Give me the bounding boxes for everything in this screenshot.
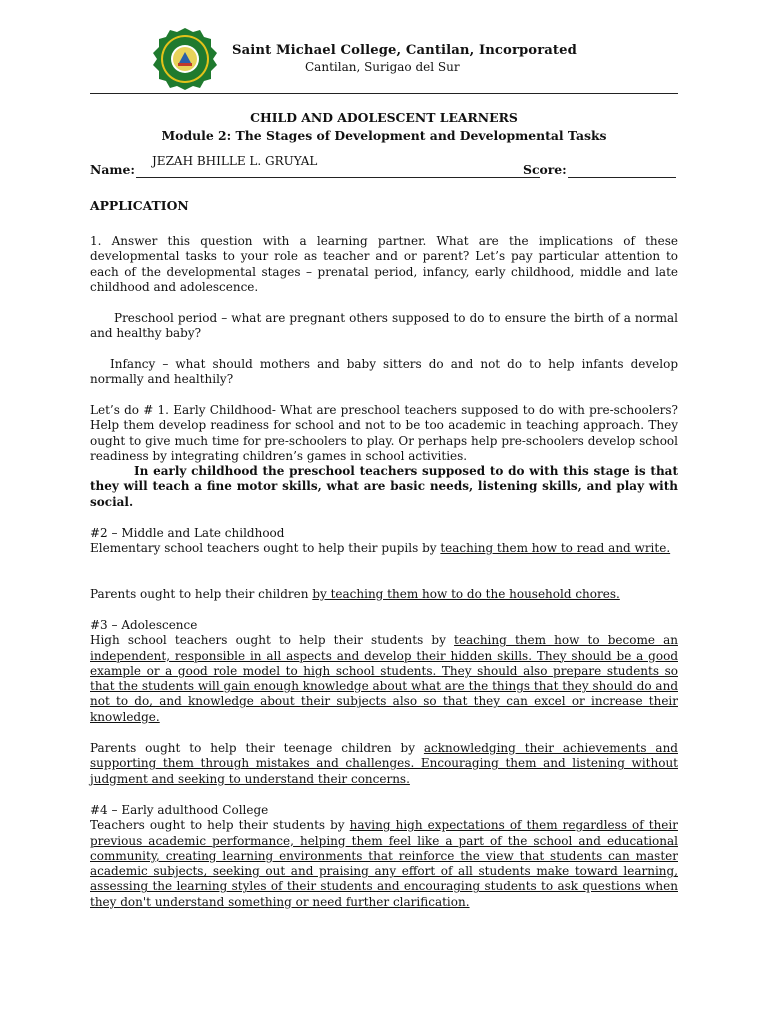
section-2-heading: #2 – Middle and Late childhood <box>90 526 285 540</box>
score-label: Score: <box>523 162 567 177</box>
early-childhood-answer: In early childhood the preschool teachers supposed to do with this stage is that they will teach a fine motor skills, what are basic needs, listening skills, and play with social. <box>90 464 678 509</box>
section-3 <box>90 618 678 725</box>
section-2-parent-answer: by teaching them how to do the household chores. <box>312 587 620 601</box>
name-label: Name: <box>90 162 135 177</box>
question-1: 1. Answer this question with a learning partner. What are the implications of these developmental tasks to your role as teacher and or parent? Let’s pay particular attention to each of the developmental stages – prenatal period, infancy, early childhood, middle and late childhood and adolescence. <box>90 234 678 294</box>
college-name: Saint Michael College, Cantilan, Incorporated <box>232 43 577 58</box>
college-seal-icon <box>145 27 225 91</box>
header-divider <box>90 93 678 94</box>
name-underline <box>136 177 540 178</box>
score-underline <box>568 177 676 178</box>
section-4 <box>90 803 678 910</box>
section-2-parent-prefix: Parents ought to help their children <box>90 587 313 601</box>
section-3-parent <box>90 741 678 787</box>
section-3-parent-answer: acknowledging their achievements and supporting them through mistakes and challenges. Encouraging them and listening without judgment and seeking to understand their concerns. <box>90 741 678 786</box>
section-3-teacher-answer: teaching them how to become an independent, responsible in all aspects and develop their hidden skills. They should be a good example or a good role model to high school students. They should also prepare students so that the students will gain enough knowledge about what are the things that they should do and not to do, and knowledge about their subjects also so that they can excel or increase their knowledge. <box>90 633 678 724</box>
section-3-teacher-prefix: High school teachers ought to help their students by <box>90 633 455 648</box>
section-3-heading: #3 – Adolescence <box>90 618 198 632</box>
section-2-teacher-answer: teaching them how to read and write. <box>440 541 671 556</box>
name-value: JEZAH BHILLE L. GRUYAL <box>152 154 318 168</box>
section-heading: APPLICATION <box>90 198 189 213</box>
section-4-heading: #4 – Early adulthood College <box>90 803 269 817</box>
college-location: Cantilan, Surigao del Sur <box>305 60 460 74</box>
section-4-teacher-answer: having high expectations of them regardless of their previous academic performance, helping them feel like a part of the school and educational community, creating learning environments that reinforce the view that students can master academic subjects, seeking out and praising any effort of all students make toward learning, assessing the learning styles of their students and encouraging students to ask questions when they don't understand something or need further clarification. <box>90 818 678 909</box>
module-title: Module 2: The Stages of Development and Developmental Tasks <box>161 128 607 143</box>
infancy-question: Infancy – what should mothers and baby sitters do and not do to help infants develop normally and healthily? <box>90 357 678 387</box>
section-4-teacher-prefix: Teachers ought to help their students by <box>90 818 350 833</box>
section-2-teacher-prefix: Elementary school teachers ought to help their pupils by <box>90 541 441 556</box>
section-2-parent <box>90 587 678 602</box>
course-title: CHILD AND ADOLESCENT LEARNERS <box>250 110 518 125</box>
section-3-parent-prefix: Parents ought to help their teenage children by <box>90 741 424 755</box>
section-2 <box>90 526 678 557</box>
preschool-question: Preschool period – what are pregnant others supposed to do to ensure the birth of a normal and healthy baby? <box>90 311 678 341</box>
lets-do-paragraph: Let’s do # 1. Early Childhood- What are preschool teachers supposed to do with pre-schoolers? Help them develop readiness for school and not to be too academic in teaching approach. They ought to give much time for pre-schoolers to play. Or perhaps help pre-schoolers develop school readiness by integrating children’s games in school activities. <box>90 403 678 463</box>
